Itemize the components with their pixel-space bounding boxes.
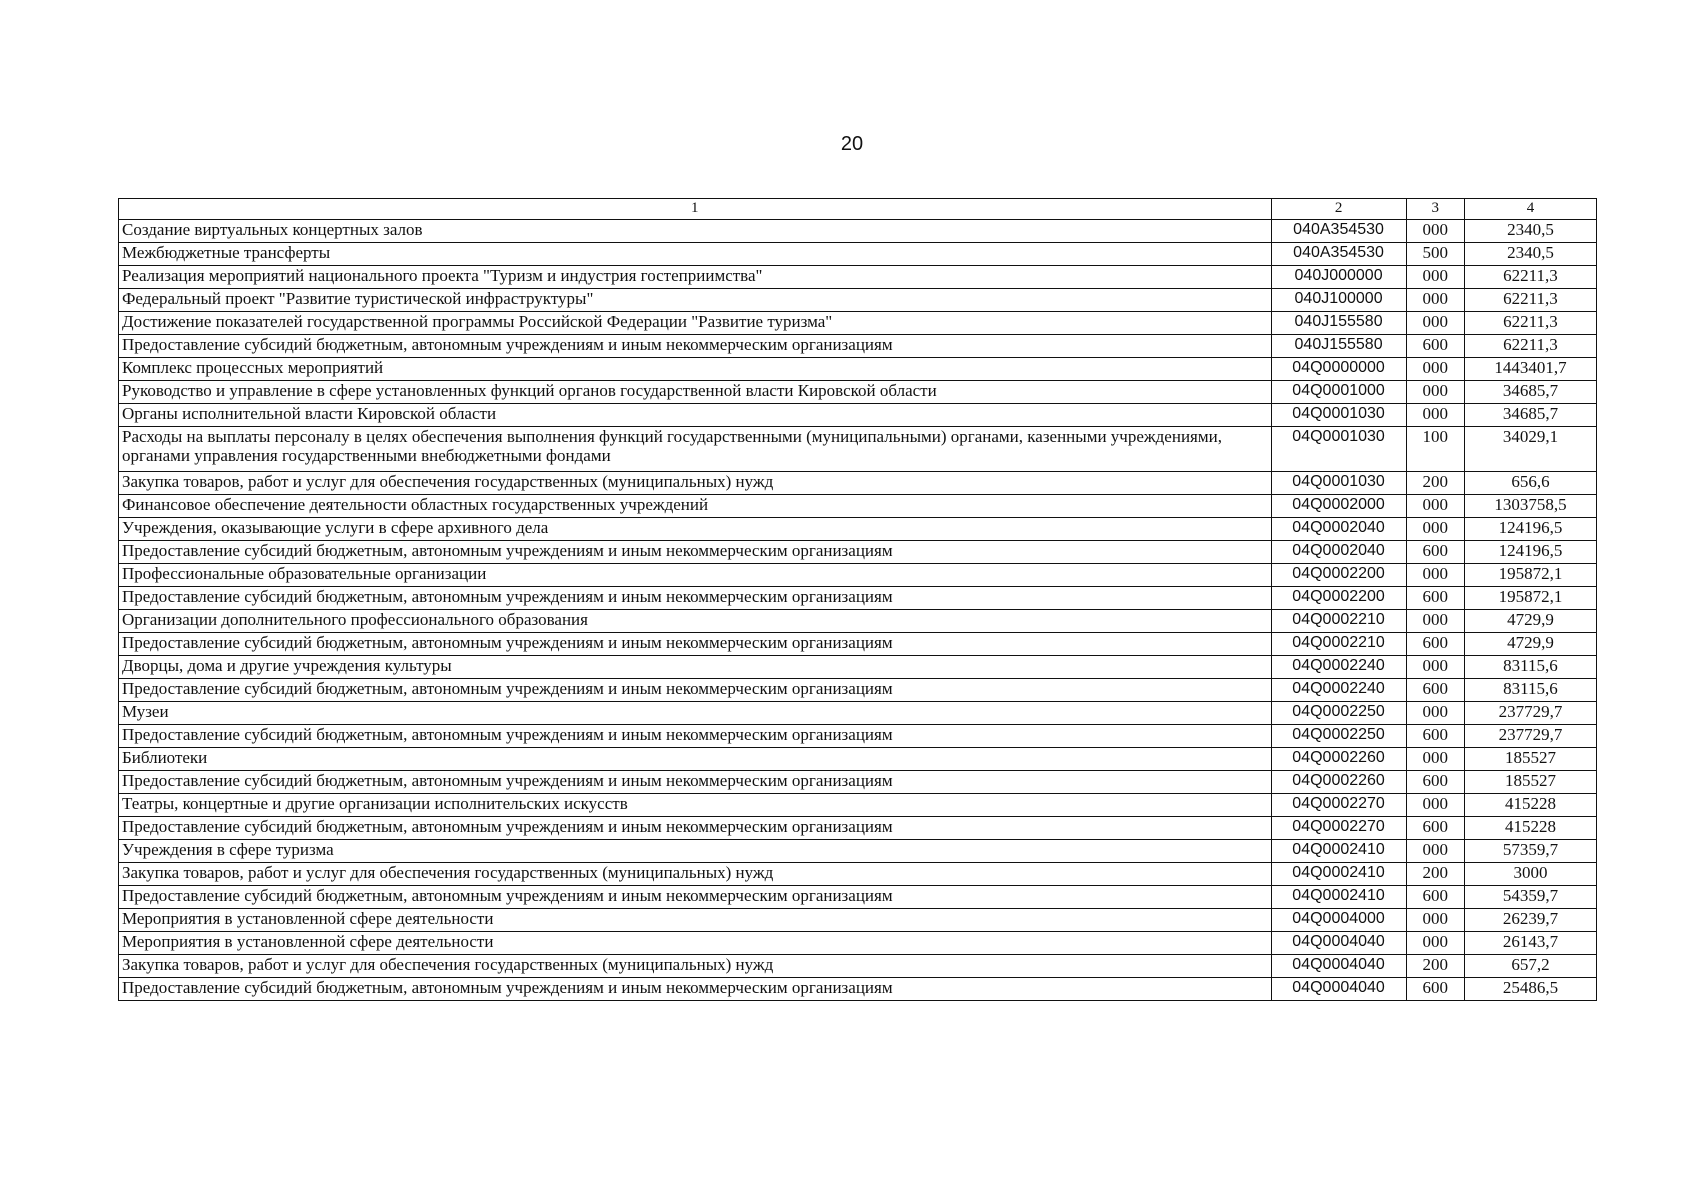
- cell-type: 100: [1406, 427, 1464, 472]
- cell-type: 000: [1406, 909, 1464, 932]
- table-row: [119, 220, 1597, 243]
- cell-type: 000: [1406, 702, 1464, 725]
- cell-code: 04Q0002040: [1271, 541, 1406, 564]
- cell-type: 600: [1406, 633, 1464, 656]
- cell-code: 04Q0004040: [1271, 978, 1406, 1001]
- cell-name: Руководство и управление в сфере установленных функций органов государственной власти Кировской области: [119, 381, 1272, 404]
- cell-type: 000: [1406, 289, 1464, 312]
- cell-sum: 1303758,5: [1464, 495, 1596, 518]
- cell-code: 040A354530: [1271, 220, 1406, 243]
- cell-code: 040J100000: [1271, 289, 1406, 312]
- table-row: [119, 886, 1597, 909]
- table-row: [119, 312, 1597, 335]
- cell-sum: 26239,7: [1464, 909, 1596, 932]
- cell-sum: 237729,7: [1464, 702, 1596, 725]
- cell-code: 04Q0004000: [1271, 909, 1406, 932]
- cell-code: 04Q0002260: [1271, 748, 1406, 771]
- table-row: [119, 518, 1597, 541]
- column-header-sum: 4: [1464, 199, 1596, 220]
- cell-name: Расходы на выплаты персоналу в целях обеспечения выполнения функций государственными (муниципальными) органами, казенными учреждениями, органами управления государственными внебюджетными фондами: [119, 427, 1272, 472]
- cell-name: Музеи: [119, 702, 1272, 725]
- cell-name: Театры, концертные и другие организации исполнительских искусств: [119, 794, 1272, 817]
- table-row: [119, 404, 1597, 427]
- cell-name: Финансовое обеспечение деятельности областных государственных учреждений: [119, 495, 1272, 518]
- cell-sum: 415228: [1464, 817, 1596, 840]
- cell-name: Предоставление субсидий бюджетным, автономным учреждениям и иным некоммерческим организациям: [119, 817, 1272, 840]
- cell-sum: 62211,3: [1464, 266, 1596, 289]
- cell-type: 200: [1406, 863, 1464, 886]
- cell-type: 600: [1406, 679, 1464, 702]
- budget-table: [118, 198, 1597, 1001]
- table-row: [119, 289, 1597, 312]
- table-row: [119, 863, 1597, 886]
- cell-code: 04Q0004040: [1271, 932, 1406, 955]
- cell-sum: 62211,3: [1464, 335, 1596, 358]
- cell-sum: 4729,9: [1464, 610, 1596, 633]
- cell-code: 04Q0000000: [1271, 358, 1406, 381]
- cell-code: 040J155580: [1271, 312, 1406, 335]
- cell-name: Создание виртуальных концертных залов: [119, 220, 1272, 243]
- cell-name: Организации дополнительного профессионального образования: [119, 610, 1272, 633]
- column-header-code: 2: [1271, 199, 1406, 220]
- cell-code: 04Q0002250: [1271, 702, 1406, 725]
- cell-name: Предоставление субсидий бюджетным, автономным учреждениям и иным некоммерческим организациям: [119, 633, 1272, 656]
- table-row: [119, 840, 1597, 863]
- cell-code: 04Q0002200: [1271, 564, 1406, 587]
- table-row: [119, 633, 1597, 656]
- cell-type: 600: [1406, 978, 1464, 1001]
- cell-type: 600: [1406, 817, 1464, 840]
- cell-code: 04Q0002270: [1271, 794, 1406, 817]
- cell-name: Федеральный проект "Развитие туристической инфраструктуры": [119, 289, 1272, 312]
- cell-name: Закупка товаров, работ и услуг для обеспечения государственных (муниципальных) нужд: [119, 863, 1272, 886]
- cell-type: 000: [1406, 358, 1464, 381]
- cell-type: 600: [1406, 771, 1464, 794]
- cell-name: Учреждения в сфере туризма: [119, 840, 1272, 863]
- table-row: [119, 748, 1597, 771]
- cell-code: 04Q0002240: [1271, 656, 1406, 679]
- cell-name: Мероприятия в установленной сфере деятельности: [119, 932, 1272, 955]
- cell-name: Закупка товаров, работ и услуг для обеспечения государственных (муниципальных) нужд: [119, 955, 1272, 978]
- cell-code: 040A354530: [1271, 243, 1406, 266]
- cell-type: 000: [1406, 610, 1464, 633]
- table-row: [119, 381, 1597, 404]
- table-row: [119, 358, 1597, 381]
- table-row: [119, 725, 1597, 748]
- cell-code: 04Q0001030: [1271, 404, 1406, 427]
- cell-sum: 2340,5: [1464, 243, 1596, 266]
- cell-type: 000: [1406, 564, 1464, 587]
- cell-sum: 57359,7: [1464, 840, 1596, 863]
- cell-code: 04Q0002210: [1271, 610, 1406, 633]
- cell-name: Предоставление субсидий бюджетным, автономным учреждениям и иным некоммерческим организациям: [119, 978, 1272, 1001]
- cell-type: 000: [1406, 220, 1464, 243]
- cell-name: Библиотеки: [119, 748, 1272, 771]
- table-row: [119, 932, 1597, 955]
- cell-sum: 656,6: [1464, 472, 1596, 495]
- table-row: [119, 243, 1597, 266]
- cell-name: Предоставление субсидий бюджетным, автономным учреждениям и иным некоммерческим организациям: [119, 886, 1272, 909]
- cell-type: 000: [1406, 381, 1464, 404]
- cell-name: Комплекс процессных мероприятий: [119, 358, 1272, 381]
- cell-sum: 195872,1: [1464, 564, 1596, 587]
- cell-sum: 4729,9: [1464, 633, 1596, 656]
- table-row: [119, 564, 1597, 587]
- cell-name: Органы исполнительной власти Кировской области: [119, 404, 1272, 427]
- table-row: [119, 771, 1597, 794]
- cell-sum: 26143,7: [1464, 932, 1596, 955]
- cell-code: 04Q0002410: [1271, 886, 1406, 909]
- cell-name: Предоставление субсидий бюджетным, автономным учреждениям и иным некоммерческим организациям: [119, 771, 1272, 794]
- table-row: [119, 794, 1597, 817]
- cell-type: 000: [1406, 312, 1464, 335]
- cell-sum: 185527: [1464, 748, 1596, 771]
- cell-type: 200: [1406, 955, 1464, 978]
- cell-sum: 415228: [1464, 794, 1596, 817]
- table-row: [119, 472, 1597, 495]
- cell-code: 04Q0002260: [1271, 771, 1406, 794]
- cell-type: 600: [1406, 335, 1464, 358]
- cell-sum: 185527: [1464, 771, 1596, 794]
- cell-name: Межбюджетные трансферты: [119, 243, 1272, 266]
- cell-type: 500: [1406, 243, 1464, 266]
- cell-name: Дворцы, дома и другие учреждения культуры: [119, 656, 1272, 679]
- table-row: [119, 335, 1597, 358]
- cell-name: Профессиональные образовательные организации: [119, 564, 1272, 587]
- table-row: [119, 427, 1597, 472]
- cell-sum: 25486,5: [1464, 978, 1596, 1001]
- cell-name: Предоставление субсидий бюджетным, автономным учреждениям и иным некоммерческим организациям: [119, 679, 1272, 702]
- cell-code: 04Q0002240: [1271, 679, 1406, 702]
- cell-sum: 34029,1: [1464, 427, 1596, 472]
- cell-type: 000: [1406, 656, 1464, 679]
- column-header-name: 1: [119, 199, 1272, 220]
- cell-code: 04Q0002040: [1271, 518, 1406, 541]
- cell-type: 000: [1406, 518, 1464, 541]
- cell-sum: 62211,3: [1464, 312, 1596, 335]
- table-row: [119, 610, 1597, 633]
- cell-code: 04Q0002250: [1271, 725, 1406, 748]
- table-row: [119, 495, 1597, 518]
- cell-type: 000: [1406, 748, 1464, 771]
- table-row: [119, 266, 1597, 289]
- cell-code: 04Q0002200: [1271, 587, 1406, 610]
- cell-name: Предоставление субсидий бюджетным, автономным учреждениям и иным некоммерческим организациям: [119, 725, 1272, 748]
- cell-sum: 237729,7: [1464, 725, 1596, 748]
- cell-sum: 54359,7: [1464, 886, 1596, 909]
- cell-type: 000: [1406, 404, 1464, 427]
- cell-code: 04Q0002210: [1271, 633, 1406, 656]
- cell-type: 200: [1406, 472, 1464, 495]
- cell-sum: 83115,6: [1464, 656, 1596, 679]
- cell-type: 000: [1406, 266, 1464, 289]
- cell-type: 000: [1406, 794, 1464, 817]
- table-row: [119, 656, 1597, 679]
- cell-sum: 34685,7: [1464, 381, 1596, 404]
- table-body: [119, 220, 1597, 1001]
- table-row: [119, 541, 1597, 564]
- cell-name: Закупка товаров, работ и услуг для обеспечения государственных (муниципальных) нужд: [119, 472, 1272, 495]
- cell-name: Реализация мероприятий национального проекта "Туризм и индустрия гостеприимства": [119, 266, 1272, 289]
- cell-code: 04Q0002000: [1271, 495, 1406, 518]
- table-row: [119, 955, 1597, 978]
- cell-code: 040J000000: [1271, 266, 1406, 289]
- cell-type: 000: [1406, 840, 1464, 863]
- cell-type: 000: [1406, 495, 1464, 518]
- cell-code: 04Q0001030: [1271, 472, 1406, 495]
- cell-name: Предоставление субсидий бюджетным, автономным учреждениям и иным некоммерческим организациям: [119, 541, 1272, 564]
- cell-sum: 1443401,7: [1464, 358, 1596, 381]
- column-header-type: 3: [1406, 199, 1464, 220]
- cell-sum: 657,2: [1464, 955, 1596, 978]
- cell-name: Мероприятия в установленной сфере деятельности: [119, 909, 1272, 932]
- table-row: [119, 587, 1597, 610]
- cell-code: 04Q0001000: [1271, 381, 1406, 404]
- cell-code: 04Q0002270: [1271, 817, 1406, 840]
- cell-code: 04Q0002410: [1271, 863, 1406, 886]
- cell-code: 04Q0004040: [1271, 955, 1406, 978]
- cell-code: 04Q0002410: [1271, 840, 1406, 863]
- cell-name: Достижение показателей государственной программы Российской Федерации "Развитие туризма": [119, 312, 1272, 335]
- table-header-row: [119, 199, 1597, 220]
- cell-type: 600: [1406, 725, 1464, 748]
- cell-type: 600: [1406, 541, 1464, 564]
- cell-sum: 3000: [1464, 863, 1596, 886]
- cell-name: Предоставление субсидий бюджетным, автономным учреждениям и иным некоммерческим организациям: [119, 587, 1272, 610]
- cell-sum: 2340,5: [1464, 220, 1596, 243]
- table-row: [119, 817, 1597, 840]
- table-row: [119, 909, 1597, 932]
- table-row: [119, 978, 1597, 1001]
- cell-code: 040J155580: [1271, 335, 1406, 358]
- page-number: 20: [840, 133, 864, 155]
- cell-sum: 195872,1: [1464, 587, 1596, 610]
- table-row: [119, 679, 1597, 702]
- cell-sum: 62211,3: [1464, 289, 1596, 312]
- cell-name: Учреждения, оказывающие услуги в сфере архивного дела: [119, 518, 1272, 541]
- cell-code: 04Q0001030: [1271, 427, 1406, 472]
- cell-sum: 124196,5: [1464, 541, 1596, 564]
- cell-sum: 34685,7: [1464, 404, 1596, 427]
- cell-sum: 83115,6: [1464, 679, 1596, 702]
- cell-sum: 124196,5: [1464, 518, 1596, 541]
- table-row: [119, 702, 1597, 725]
- cell-type: 600: [1406, 886, 1464, 909]
- cell-type: 600: [1406, 587, 1464, 610]
- cell-name: Предоставление субсидий бюджетным, автономным учреждениям и иным некоммерческим организациям: [119, 335, 1272, 358]
- cell-type: 000: [1406, 932, 1464, 955]
